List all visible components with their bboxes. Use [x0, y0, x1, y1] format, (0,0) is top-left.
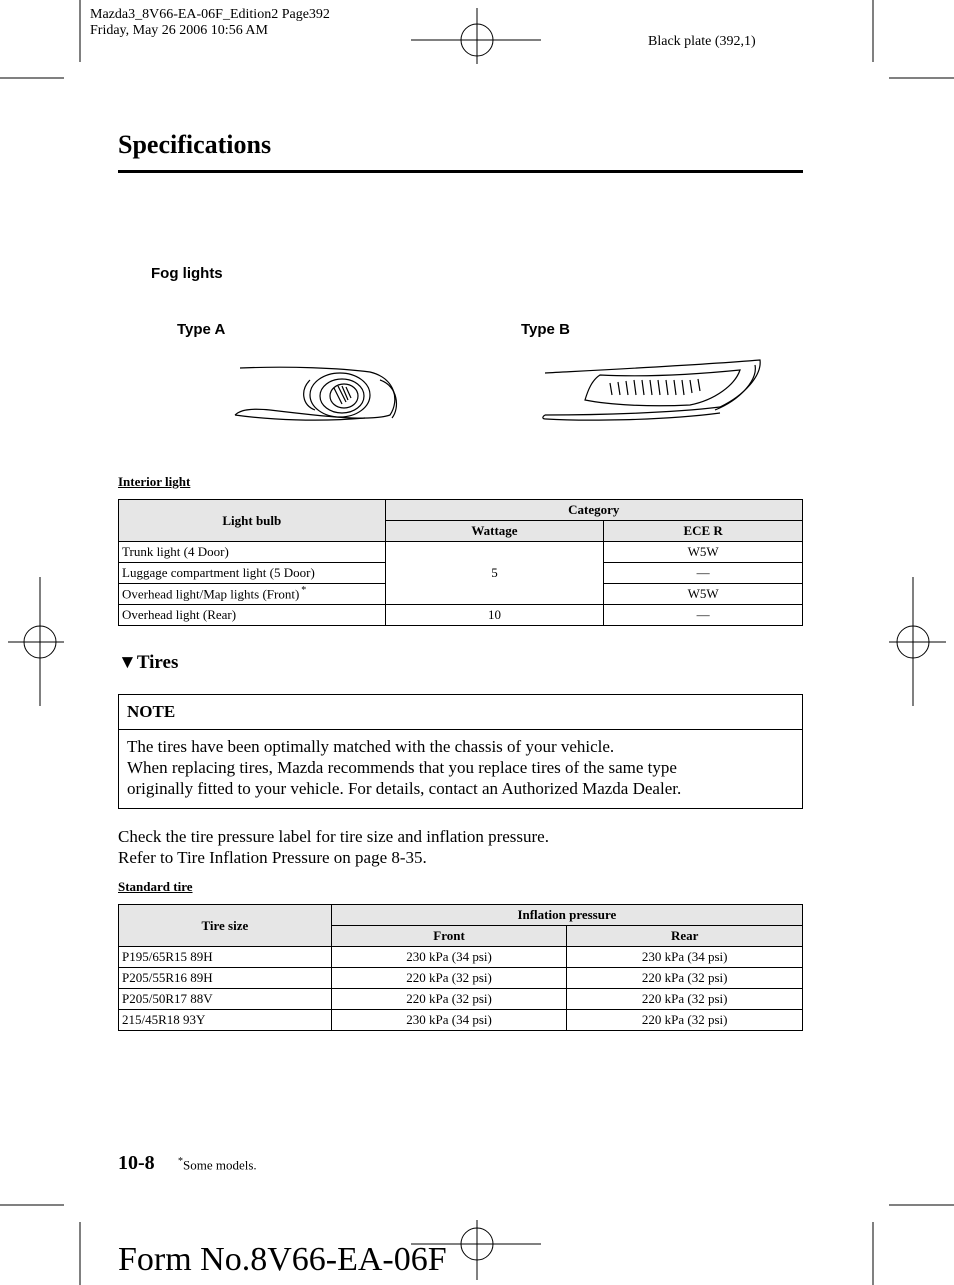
page-title: Specifications — [118, 130, 272, 159]
note-line: When replacing tires, Mazda recommends that you replace tires of the same type — [127, 758, 677, 777]
para-line: Refer to Tire Inflation Pressure on page 8-35. — [118, 848, 427, 867]
standard-tire-table — [118, 904, 803, 1031]
wattage-value: 5 — [385, 542, 604, 605]
note-line: The tires have been optimally matched with the chassis of your vehicle. — [127, 737, 615, 756]
file-date: Friday, May 26 2006 10:56 AM — [90, 23, 268, 38]
fog-light-type-b-illustration — [540, 355, 770, 425]
table-row — [119, 989, 803, 1010]
col-rear: Rear — [567, 926, 803, 947]
type-a-label: Type A — [177, 321, 226, 338]
rear-pressure: 220 kPa (32 psi) — [567, 989, 803, 1010]
front-pressure: 220 kPa (32 psi) — [331, 968, 567, 989]
note-body — [119, 730, 802, 808]
bulb-name-cell — [119, 584, 386, 605]
triangle-down-icon: ▼ — [118, 652, 137, 673]
ece-value: W5W — [604, 584, 803, 605]
tire-size: 215/45R18 93Y — [119, 1010, 332, 1031]
form-number: Form No.8V66-EA-06F — [118, 1241, 447, 1278]
footnote-mark: * — [178, 1156, 183, 1167]
note-title: NOTE — [119, 695, 802, 730]
bulb-name: Trunk light (4 Door) — [119, 542, 386, 563]
col-wattage: Wattage — [385, 521, 604, 542]
ece-value: — — [604, 605, 803, 626]
interior-light-heading: Interior light — [118, 474, 191, 489]
bulb-name: Overhead light (Rear) — [119, 605, 386, 626]
tire-pressure-paragraph — [118, 826, 549, 868]
note-line: originally fitted to your vehicle. For details, contact an Authorized Mazda Dealer. — [127, 779, 682, 798]
file-info — [90, 7, 330, 39]
table-row — [119, 1010, 803, 1031]
page-number: 10-8 — [118, 1152, 155, 1174]
plate-label: Black plate (392,1) — [648, 34, 756, 49]
footnote — [178, 1156, 257, 1173]
ece-value: W5W — [604, 542, 803, 563]
col-tire-size: Tire size — [119, 905, 332, 947]
title-rule — [118, 170, 803, 173]
fog-lights-heading: Fog lights — [151, 265, 223, 282]
front-pressure: 230 kPa (34 psi) — [331, 947, 567, 968]
tire-size: P205/55R16 89H — [119, 968, 332, 989]
tire-size: P205/50R17 88V — [119, 989, 332, 1010]
rear-pressure: 230 kPa (34 psi) — [567, 947, 803, 968]
ece-value: — — [604, 563, 803, 584]
table-row — [119, 605, 803, 626]
bulb-name: Overhead light/Map lights (Front) — [122, 586, 300, 602]
tires-heading-text: Tires — [136, 652, 179, 673]
col-inflation-pressure: Inflation pressure — [331, 905, 802, 926]
col-front: Front — [331, 926, 567, 947]
col-category: Category — [385, 500, 802, 521]
bulb-name: Luggage compartment light (5 Door) — [119, 563, 386, 584]
table-row — [119, 968, 803, 989]
some-models-mark: * — [301, 585, 307, 597]
standard-tire-heading: Standard tire — [118, 879, 193, 894]
table-row — [119, 947, 803, 968]
tires-heading — [118, 652, 178, 674]
front-pressure: 230 kPa (34 psi) — [331, 1010, 567, 1031]
interior-light-table — [118, 499, 803, 626]
rear-pressure: 220 kPa (32 psi) — [567, 1010, 803, 1031]
wattage-value: 10 — [385, 605, 604, 626]
para-line: Check the tire pressure label for tire size and inflation pressure. — [118, 827, 549, 846]
table-row — [119, 542, 803, 563]
col-ece-r: ECE R — [604, 521, 803, 542]
type-b-label: Type B — [521, 321, 570, 338]
rear-pressure: 220 kPa (32 psi) — [567, 968, 803, 989]
col-light-bulb: Light bulb — [119, 500, 386, 542]
note-box — [118, 694, 803, 809]
front-pressure: 220 kPa (32 psi) — [331, 989, 567, 1010]
fog-light-type-a-illustration — [230, 360, 405, 445]
footnote-text: Some models. — [183, 1157, 257, 1173]
file-name: Mazda3_8V66-EA-06F_Edition2 Page392 — [90, 7, 330, 22]
tire-size: P195/65R15 89H — [119, 947, 332, 968]
